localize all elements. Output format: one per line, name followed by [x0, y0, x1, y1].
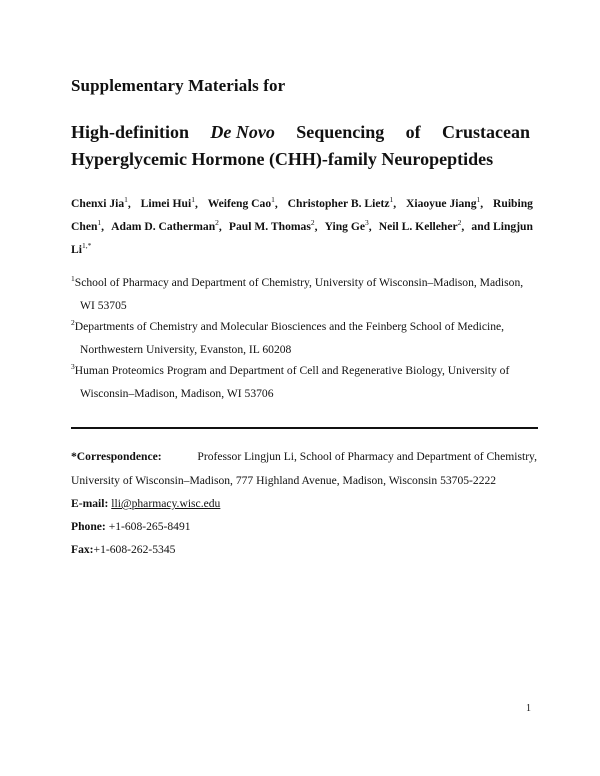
correspondence-line-2: University of Wisconsin–Madison, 777 Highland Avenue, Madison, Wisconsin 53705-2222	[71, 474, 497, 487]
correspondence-label: *Correspondence:	[71, 450, 162, 463]
title-word: of	[405, 122, 421, 142]
divider-rule	[71, 427, 538, 429]
title-word-italic: De Novo	[210, 122, 275, 142]
correspondence-text: Professor Lingjun Li, School of Pharmacy and Department of Chemistry,	[197, 450, 537, 463]
title-line-2: Hyperglycemic Hormone (CHH)-family Neuropeptides	[71, 149, 494, 169]
author-line-3	[71, 238, 533, 261]
author: Limei Hui$^1$,	[140, 195, 198, 210]
affiliation-1: $^1$School of Pharmacy and Department of Chemistry, University of Wisconsin–Madison, Madison, WI 53705	[71, 274, 524, 312]
author: Chenxi Jia$^1$,	[71, 195, 131, 210]
author: Christopher B. Lietz$^1$,	[287, 195, 397, 210]
author: and Lingjun	[471, 220, 533, 233]
author: Ruibing	[493, 197, 533, 210]
title-line-1	[71, 122, 530, 143]
author: Xiaoyue Jiang$^1$,	[405, 195, 484, 210]
phone-label: Phone:	[71, 520, 109, 533]
email-link[interactable]: lli@pharmacy.wisc.edu	[111, 497, 221, 510]
author: Paul M. Thomas$^2$,	[228, 218, 318, 233]
affiliation-2: $^2$Departments of Chemistry and Molecular Biosciences and the Feinberg School of Medicine, Northwestern University, Evanston, IL 60208	[71, 318, 505, 356]
affiliation-3: $^3$Human Proteomics Program and Department of Cell and Regenerative Biology, University of Wisconsin–Madison, Madison, WI 53706	[71, 362, 510, 400]
email-label: E-mail:	[71, 497, 112, 510]
title-word: Sequencing	[296, 122, 385, 142]
author-line-1	[71, 192, 533, 215]
page-number: 1	[526, 703, 531, 714]
email-row	[71, 492, 537, 515]
author: Ying Ge$^3$,	[324, 218, 372, 233]
fax-label: Fax:	[71, 543, 94, 556]
supplementary-heading: Supplementary Materials for	[71, 76, 286, 95]
title-word: High-definition	[71, 122, 190, 142]
author: $Li^{1,*}$	[71, 241, 92, 256]
phone-number: +1-608-265-8491	[108, 520, 191, 533]
phone-row	[71, 515, 537, 538]
author-line-2	[71, 215, 533, 238]
fax-row	[71, 538, 537, 561]
fax-number: +1-608-262-5345	[93, 543, 176, 556]
author: Neil L. Kelleher$^2$,	[378, 218, 465, 233]
author: Weifeng Cao$^1$,	[207, 195, 278, 210]
title-word: Crustacean	[441, 122, 530, 142]
correspondence-line-1	[71, 445, 537, 468]
author: Adam D. Catherman$^2$,	[111, 218, 222, 233]
author: Chen$^1$,	[71, 218, 105, 233]
